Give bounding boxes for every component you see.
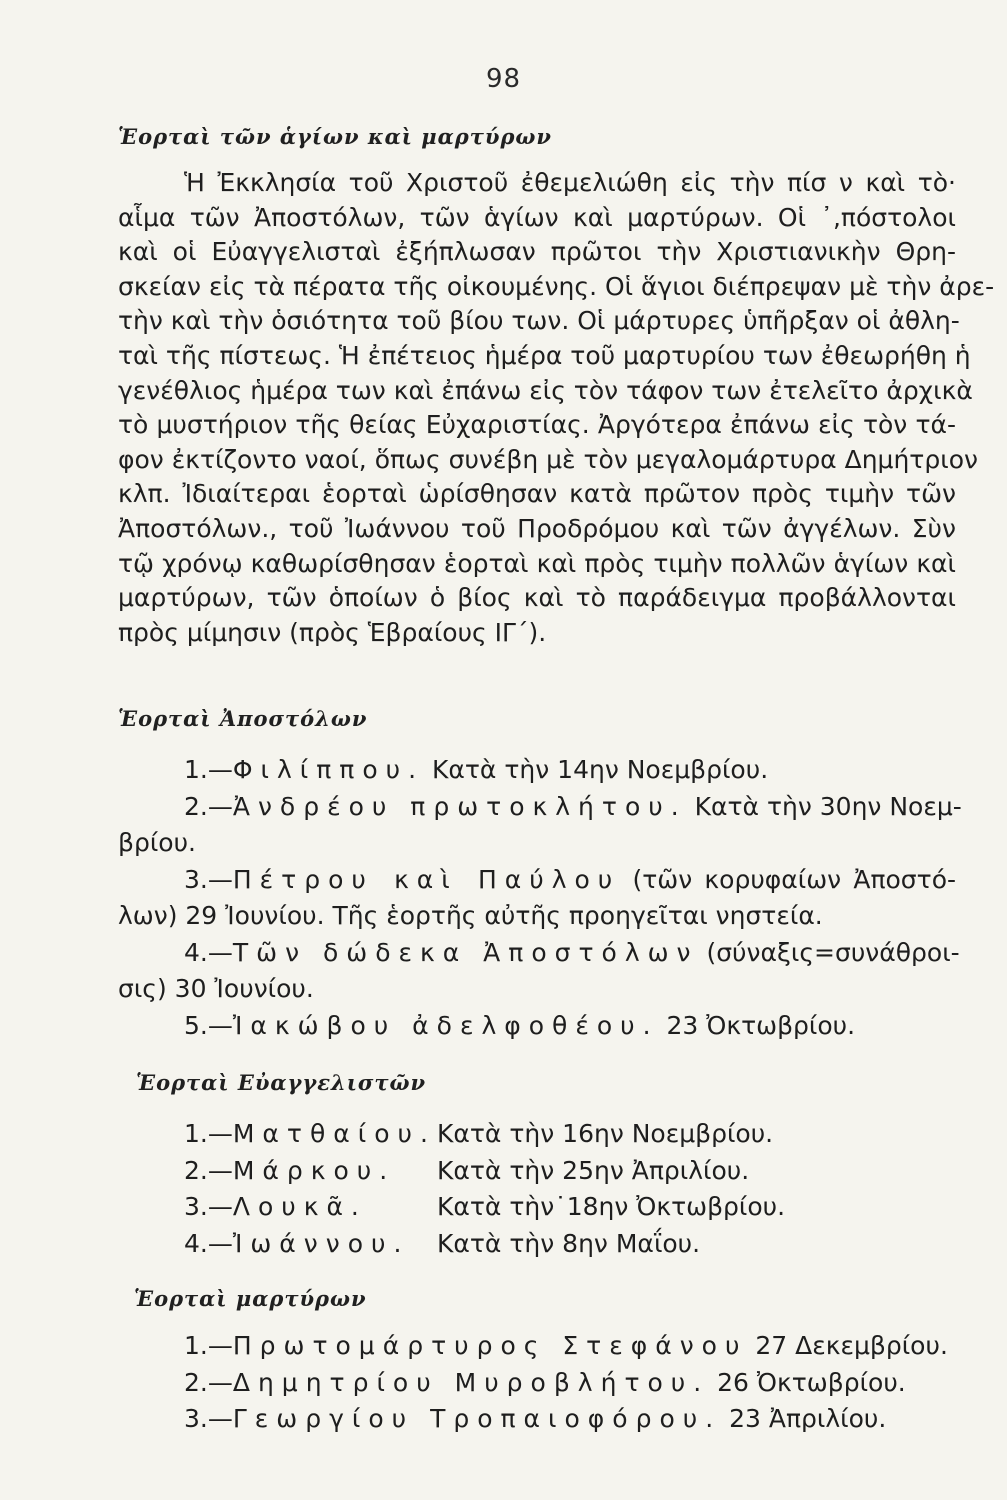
item-number: 4.— — [184, 1228, 233, 1258]
item-number: 3.— — [184, 1192, 233, 1221]
apostles-list — [118, 752, 962, 1044]
paragraph-line: Ἡ Ἐκκλησία τοῦ Χριστοῦ ἐθεμελιώθη εἰς τὴν πίσ ν καὶ τὸ· — [184, 168, 956, 197]
feast-date: (τῶν κορυφαίων Ἀποστό- — [620, 864, 957, 894]
feast-date: Κατὰ τὴν 16ην Νοεμβρίου. — [437, 1119, 774, 1148]
evangelist-name: Ἰωάννου. — [232, 1228, 410, 1258]
feast-date: Κατὰ τὴν 30ην Νοεμ- — [686, 791, 962, 821]
list-item-continuation — [118, 825, 956, 862]
feast-date: (σύναξις=συνάθροι- — [698, 937, 960, 967]
martyr-name: Γεωργίου Τροπαιοφόρου. — [232, 1404, 722, 1433]
item-number: 5.— — [184, 1010, 233, 1040]
evangelist-name-cell — [184, 1116, 437, 1153]
item-number: 3.— — [184, 1404, 233, 1433]
paragraph-line: τῷ χρόνῳ καθωρίσθησαν ἑορταὶ καὶ πρὸς τιμὴν πολλῶν ἁγίων καὶ — [118, 548, 956, 578]
saint-name: Πέτρου καὶ Παύλου — [232, 864, 621, 894]
saint-name: Τῶν δώδεκα Ἀποστόλων — [232, 937, 699, 967]
saint-name: Ἀνδρέου πρωτοκλήτου. — [232, 791, 687, 821]
feast-date: Κατὰ τὴν 8ην Μαΐου. — [437, 1228, 701, 1258]
list-item — [118, 1153, 956, 1190]
evangelists-list — [118, 1116, 956, 1262]
evangelist-name-cell — [184, 1226, 437, 1263]
section-heading-apostles: Ἑορταὶ Ἀποστόλων — [118, 706, 368, 731]
section-heading-saints-martyrs: Ἑορταὶ τῶν ἁγίων καὶ μαρτύρων — [118, 124, 552, 149]
section-heading-martyrs: Ἑορταὶ μαρτύρων — [134, 1286, 367, 1311]
evangelist-name-cell — [184, 1189, 437, 1226]
evangelist-name-cell — [184, 1153, 437, 1190]
item-number: 1.— — [184, 1119, 233, 1148]
item-number: 1.— — [184, 1331, 233, 1360]
feast-date: σις) 30 Ἰουνίου. — [118, 974, 314, 1003]
item-number: 2.— — [184, 791, 233, 821]
feast-date: 23 Ἀπριλίου. — [729, 1404, 887, 1433]
feast-date: Κατὰ τὴν˙18ην Ὀκτωβρίου. — [437, 1192, 786, 1221]
list-item — [118, 1365, 956, 1402]
item-number: 3.— — [184, 864, 233, 894]
feast-date: βρίου. — [118, 828, 196, 857]
list-item-continuation — [118, 971, 956, 1008]
list-item — [118, 789, 962, 826]
paragraph-line: τὴν καὶ τὴν ὁσιότητα τοῦ βίου των. Οἱ μάρτυρες ὑπῆρξαν οἱ ἀθλη- — [118, 306, 960, 336]
saint-name: Φιλίππου. — [232, 755, 425, 784]
paragraph-line: γενέθλιος ἡμέρα των καὶ ἐπάνω εἰς τὸν τάφον των ἐτελεῖτο ἀρχικὰ — [118, 375, 973, 405]
martyrs-list — [118, 1328, 956, 1438]
list-item — [118, 1328, 956, 1365]
paragraph-line: κλπ. Ἰδιαίτεραι ἑορταὶ ὡρίσθησαν κατὰ πρῶτον πρὸς τιμὴν τῶν — [118, 479, 956, 509]
evangelist-name: Ματθαίου. — [232, 1119, 436, 1148]
page-number: 98 — [485, 64, 522, 94]
paragraph-line: φον ἐκτίζοντο ναοί, ὅπως συνέβη μὲ τὸν μεγαλομάρτυρα Δημήτριον — [118, 444, 978, 474]
paragraph-line: καὶ οἱ Εὐαγγελισταὶ ἐξήπλωσαν πρῶτοι τὴν Χριστιανικὴν Θρη- — [118, 237, 956, 267]
paragraph-line: σκείαν εἰς τὰ πέρατα τῆς οἰκουμένης. Οἱ ἅγιοι διέπρεψαν μὲ τὴν ἀρε- — [118, 271, 995, 301]
section-heading-evangelists: Ἑορταὶ Εὐαγγελιστῶν — [136, 1070, 427, 1095]
evangelist-name: Λουκᾶ. — [232, 1192, 367, 1221]
paragraph-line: Ἀποστόλων., τοῦ Ἰωάννου τοῦ Προδρόμου καὶ τῶν ἀγγέλων. Σὺν — [118, 513, 956, 543]
paragraph-line: μαρτύρων, τῶν ὁποίων ὁ βίος καὶ τὸ παράδειγμα προβάλλονται — [118, 583, 956, 613]
list-item — [118, 752, 956, 789]
intro-paragraph — [118, 166, 995, 650]
list-item-continuation — [118, 898, 956, 935]
list-item — [118, 862, 956, 899]
item-number: 2.— — [184, 1367, 233, 1397]
paragraph-line: ταὶ τῆς πίστεως. Ἡ ἐπέτειος ἡμέρα τοῦ μαρτυρίου των ἐθεωρήθη ἡ — [118, 340, 971, 370]
feast-date: 26 Ὀκτωβρίου. — [717, 1367, 906, 1397]
list-item — [118, 1008, 956, 1045]
item-number: 2.— — [184, 1155, 233, 1185]
martyr-name: Πρωτομάρτυρος Στεφάνου — [232, 1331, 748, 1360]
martyr-name: Δημητρίου Μυροβλήτου. — [232, 1367, 710, 1397]
list-item — [118, 1116, 956, 1153]
feast-date: 27 Δεκεμβρίου. — [755, 1331, 948, 1360]
paragraph-line: τὸ μυστήριον τῆς θείας Εὐχαριστίας. Ἀργότερα ἐπάνω εἰς τὸν τά- — [118, 410, 956, 440]
feast-date: 23 Ὀκτωβρίου. — [658, 1010, 856, 1040]
list-item — [118, 1226, 956, 1263]
list-item — [118, 1401, 956, 1438]
list-item — [118, 935, 960, 972]
paragraph-line: αἷμα τῶν Ἀποστόλων, τῶν ἁγίων καὶ μαρτύρων. Οἱ ᾿,πόστολοι — [118, 202, 956, 232]
saint-name: Ἰακώβου ἀδελφοθέου. — [232, 1010, 659, 1040]
item-number: 4.— — [184, 937, 233, 967]
feast-date: Κατὰ τὴν 14ην Νοεμβρίου. — [424, 755, 769, 784]
evangelist-name: Μάρκου. — [232, 1155, 396, 1185]
list-item — [118, 1189, 956, 1226]
paragraph-line: πρὸς μίμησιν (πρὸς Ἑβραίους ΙΓ΄). — [118, 617, 547, 647]
item-number: 1.— — [184, 755, 233, 784]
feast-date: Κατὰ τὴν 25ην Ἀπριλίου. — [437, 1155, 750, 1185]
feast-date: λων) 29 Ἰουνίου. Τῆς ἑορτῆς αὐτῆς προηγεῖται νηστεία. — [118, 901, 823, 930]
